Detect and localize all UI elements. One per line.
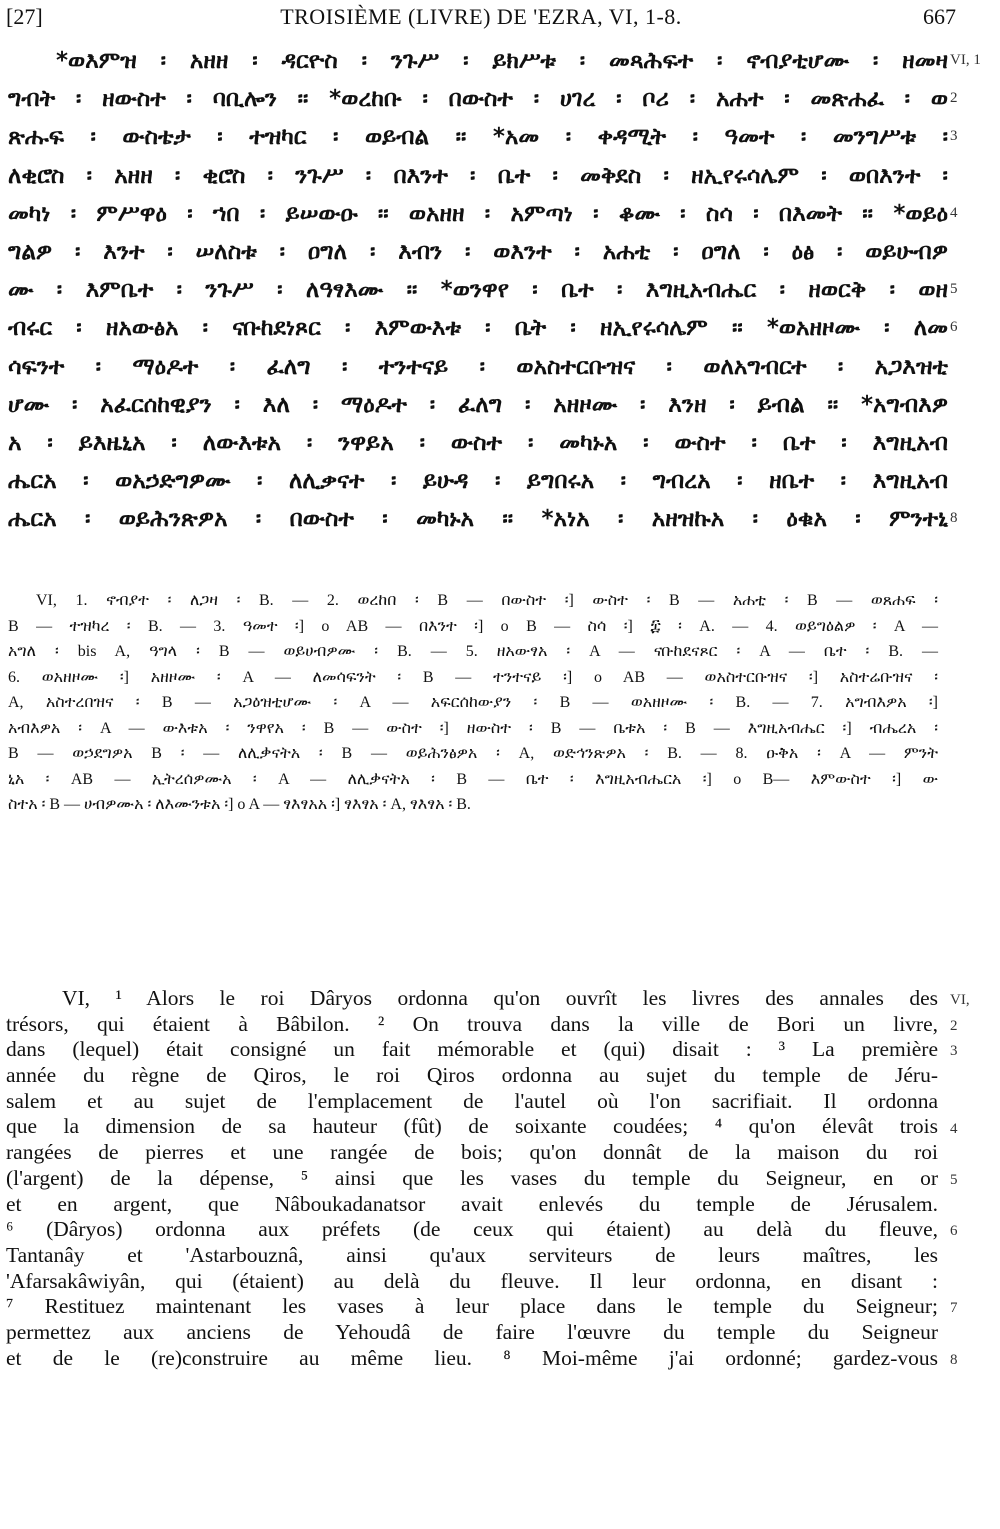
verse-number: 4 bbox=[950, 204, 958, 221]
section-number: [27] bbox=[6, 4, 43, 29]
french-line: permettez aux anciens de Yehoudâ de faire l'œuvre du temple du Seigneur bbox=[6, 1319, 938, 1344]
french-line: et en argent, que Nâboukadanatsor avait enlevés du temple de Jérusalem. bbox=[6, 1191, 938, 1216]
ethiopic-line: ሔርአ ፡ ወይሕንጽዎአ ፡ በውስተ ፡ መካኑአ ። *አነአ ፡ አዘዝኩአ ፡ ዕቁአ ፡ ምንተኒ bbox=[8, 506, 948, 533]
apparatus-line: 6. ወአዘዞሙ ፡] አዘዞሙ ፡ A — ለመሳፍንት ፡ B — ተንተናይ ፡] o AB — ወአስተርቡዝና ፡] አስተሬቡዝና ፡ bbox=[8, 668, 938, 686]
french-line: dans (lequel) était consigné un fait mémorable et (qui) disait : ³ La première bbox=[6, 1037, 938, 1062]
running-title: TROISIÈME (LIVRE) DE 'EZRA, VI, 1-8. bbox=[280, 4, 682, 29]
french-line: trésors, qui étaient à Bâbilon. ² On trouva dans la ville de Bori un livre, bbox=[6, 1011, 938, 1036]
ethiopic-line: ለቂሮስ ፡ አዘዘ ፡ ቂሮስ ፡ ንጉሥ ፡ በእንተ ፡ ቤተ ፡ መቅደስ ፡ ዘኢየሩሳሌም ፡ ወበእንተ ፡ bbox=[8, 162, 948, 189]
ethiopic-line: ግብት ፡ ዘውስተ ፡ ባቢሎን ። *ወረከቡ ፡ በውስተ ፡ ሀገረ ፡ ቦሪ ፡ አሐተ ፡ መጽሐፈ ፡ ወ bbox=[8, 86, 948, 113]
ethiopic-line: ብሩር ፡ ዘአውፅአ ፡ ናቡከደነጾር ፡ እምውእቱ ፡ ቤት ፡ ዘኢየሩሳሌም ። *ወአዘዞሙ ፡ ለመ bbox=[8, 315, 948, 342]
verse-number: 5 bbox=[950, 281, 958, 298]
french-line: que la dimension de sa hauteur (fût) de soixante coudées; ⁴ qu'on élevât trois bbox=[6, 1114, 938, 1139]
french-translation-block bbox=[6, 985, 938, 1370]
page-number: 667 bbox=[923, 4, 956, 29]
ethiopic-line: ግልዎ ፡ እንተ ፡ ሠለስቱ ፡ ዐግለ ፡ እብን ፡ ወእንተ ፡ አሐቲ ፡ ዐግለ ፡ ዕፅ ፡ ወይሁብዎ bbox=[8, 238, 948, 265]
ethiopic-line: መካነ ፡ ምሥዋዕ ፡ ኀበ ፡ ይሠውዑ ። ወአዘዘ ፡ አምጣነ ፡ ቆሙ ፡ ስሳ ፡ በእመት ። *ወይዕ bbox=[8, 200, 948, 227]
apparatus-line: B — ተዝካረ ፡ B. — 3. ዓመተ ፡] o AB — በእንተ ፡] o B — ስሳ ፡] ፰ ፡ A. — 4. ወይግዕልዎ ፡ A — bbox=[8, 617, 938, 635]
verse-number: 2 bbox=[950, 1017, 958, 1034]
ethiopic-line: ሔርአ ፡ ወአኃድግዎሙ ፡ ለሊቃናተ ፡ ይሁዳ ፡ ይግበሩአ ፡ ግብረአ ፡ ዘቤተ ፡ እግዚአብ bbox=[8, 468, 948, 495]
verse-number: 6 bbox=[950, 319, 958, 336]
ethiopic-line: ጽሑፍ ፡ ውስቴታ ፡ ተዝካር ፡ ወይብል ። *አመ ፡ ቀዳሚት ፡ ዓመተ ፡ መንግሥቱ ፡ bbox=[8, 124, 948, 151]
verse-number: 8 bbox=[950, 1351, 958, 1368]
apparatus-line: ኒአ ፡ AB — ኢትረሰዎሙአ ፡ A — ለሊቃናትአ ፡ B — ቤተ ፡ እግዚአብሔርአ ፡] o B— እምውስተ ፡] ው bbox=[8, 770, 938, 788]
french-line: rangées de pierres et une rangée de bois; qu'on donnât de la maison du roi bbox=[6, 1140, 938, 1165]
apparatus-line: A, አስተረበዝና ፡ B — አጋዕዝቲሆሙ ፡ A — አፍርሰከውያን ፡ B — ወአዘዞሙ ፡ B. — 7. አግብእዎአ ፡] bbox=[8, 694, 938, 711]
french-line: année du règne de Qiros, le roi Qiros ordonna au sujet du temple de Jéru- bbox=[6, 1063, 938, 1088]
apparatus-line: አብእዎአ ፡ A — ውእቱአ ፡ ንዋየአ ፡ B — ውስተ ፡] ዘውስተ ፡ B — ቤቱአ ፡ B — እግዚአብሔር ፡] ብሔረአ ፡ bbox=[8, 719, 938, 737]
apparatus-line: VI, 1. ኖብያተ ፡ ለጋዛ ፡ B. — 2. ወረከበ ፡ B — በውስተ ፡] ውስተ ፡ B — አሐቲ ፡ B — ወጸሐፍ ፡ bbox=[36, 592, 938, 609]
verse-number: 2 bbox=[950, 90, 958, 107]
french-line: ⁶ (Dâryos) ordonna aux préfets (de ceux qui étaient) au delà du fleuve, bbox=[6, 1217, 938, 1242]
verse-number: VI, 1 bbox=[950, 52, 981, 68]
apparatus-line: አግለ ፡ bis A, ዓግላ ፡ B — ወይሀብዎሙ ፡ B. — 5. ዘአውፃአ ፡ A — ናቡከደናጾር ፡ A — ቤተ ፡ B. — bbox=[8, 643, 938, 660]
ethiopic-text-block bbox=[8, 42, 948, 538]
french-line: et de le (re)construire au même lieu. ⁸ Moi-même j'ai ordonné; gardez-vous bbox=[6, 1345, 938, 1370]
verse-number: 8 bbox=[950, 510, 958, 527]
ethiopic-line: ሳፍንተ ፡ ማዕዶተ ፡ ፈለግ ፡ ተንተናይ ፡ ወአስተርቡዝና ፡ ወለአግብርተ ፡ አጋእዝቲ bbox=[8, 353, 948, 380]
verse-number: 6 bbox=[950, 1223, 958, 1240]
verse-number: 5 bbox=[950, 1171, 958, 1188]
french-line: salem et au sujet de l'emplacement de l'autel où l'on sacrifiait. Il ordonna bbox=[6, 1088, 938, 1113]
verse-number: 4 bbox=[950, 1120, 958, 1137]
apparatus-line: ስተአ ፡ B — ሀብዎሙአ ፡ ለእሙንቱአ ፡] o A — ፃእፃአአ ፡] ፃእፃአ ፡ A, ፃእፃአ ፡ B. bbox=[8, 796, 471, 813]
french-line: VI, ¹ Alors le roi Dâryos ordonna qu'on ouvrît les livres des annales des bbox=[62, 986, 938, 1010]
ethiopic-line: ሙ ፡ እምቤተ ፡ ንጉሥ ፡ ለዓፃእሙ ። *ወንዋየ ፡ ቤተ ፡ እግዚአብሔር ፡ ዘወርቅ ፡ ወዘ bbox=[8, 277, 948, 304]
french-line: Tantanây et 'Astarbouznâ, ainsi qu'aux serviteurs de leurs maîtres, les bbox=[6, 1242, 938, 1267]
ethiopic-line: አ ፡ ይእዜኒአ ፡ ለውእቱአ ፡ ንዋይአ ፡ ውስተ ፡ መካኑአ ፡ ውስተ ፡ ቤተ ፡ እግዚአብ bbox=[8, 429, 948, 456]
running-header bbox=[6, 4, 956, 34]
verse-number: 3 bbox=[950, 128, 958, 145]
critical-apparatus bbox=[8, 588, 938, 818]
verse-number: VI, bbox=[950, 992, 970, 1008]
ethiopic-line: *ወእምዝ ፡ አዘዘ ፡ ዳርዮስ ፡ ንጉሥ ፡ ይክሥቱ ፡ መጻሕፍተ ፡ ኖብያቲሆሙ ፡ ዘመዛ bbox=[56, 48, 948, 74]
verse-number: 3 bbox=[950, 1043, 958, 1060]
french-line: 'Afarsakâwiyân, qui (étaient) au delà du fleuve. Il leur ordonna, en disant : bbox=[6, 1268, 938, 1293]
french-line: ⁷ Restituez maintenant les vases à leur place dans le temple du Seigneur; bbox=[6, 1294, 938, 1319]
french-line: (l'argent) de la dépense, ⁵ ainsi que les vases du temple du Seigneur, en or bbox=[6, 1165, 938, 1190]
apparatus-line: B — ወኃደግዎአ B ፡ — ለሊቃናትአ ፡ B — ወይሕንፅዎአ ፡ A, ወድኅንጽዎአ ፡ B. — 8. ዑቅአ ፡ A — ምንት bbox=[8, 745, 938, 762]
verse-number: 7 bbox=[950, 1300, 958, 1317]
ethiopic-line: ሆሙ ፡ አፈርሰከዊያን ፡ እለ ፡ ማዕዶተ ፡ ፈለግ ፡ አዘዞሙ ፡ እንዘ ፡ ይብል ። *አግብእዎ bbox=[8, 391, 948, 418]
